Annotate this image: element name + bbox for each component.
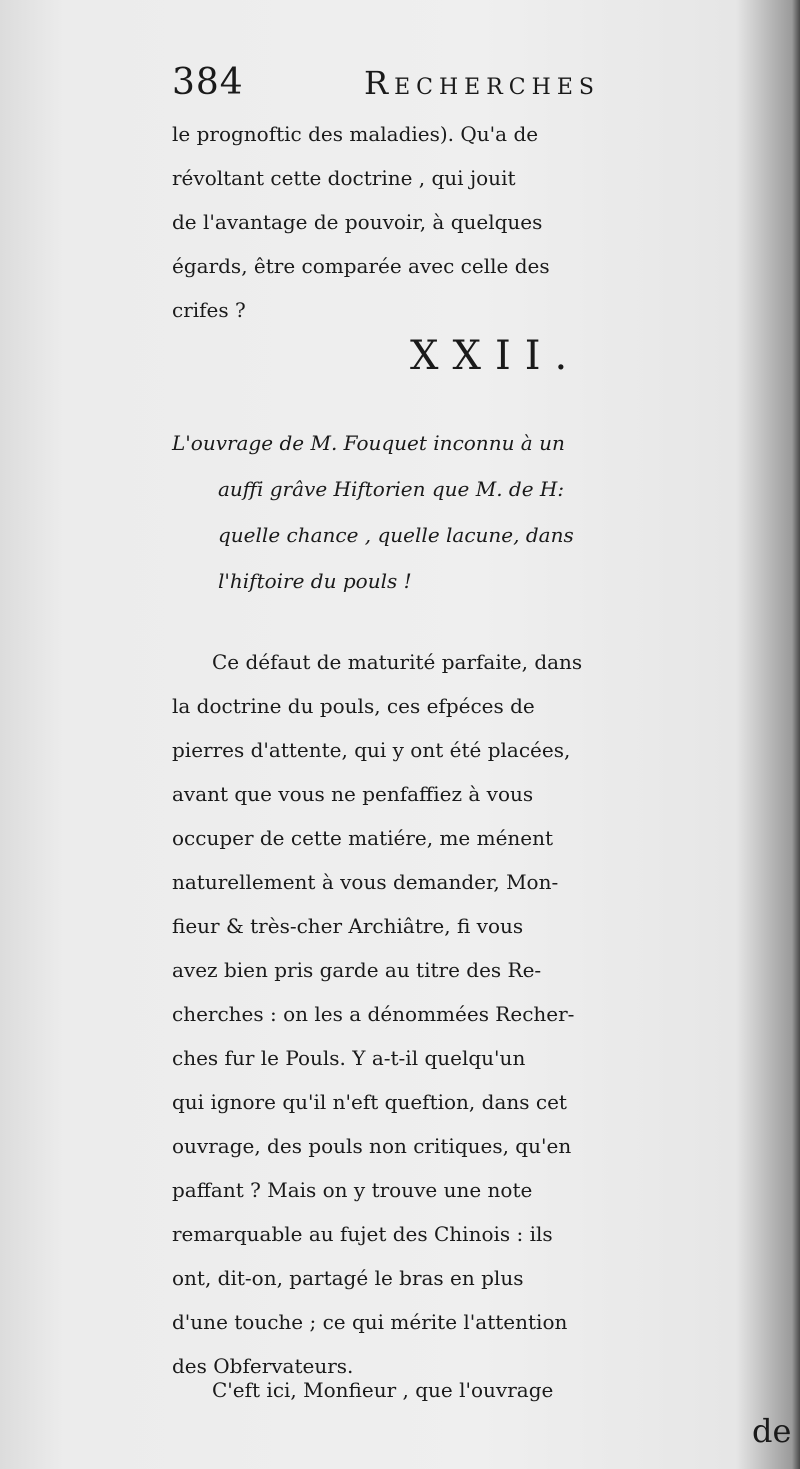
text-line: ches fur le Pouls. Y a-t-il quelqu'un — [172, 1046, 526, 1070]
page-header — [172, 62, 652, 112]
text-line: crifes ? — [172, 298, 246, 322]
summary-line: quelle chance , quelle lacune, dans — [218, 523, 574, 547]
text-line: de l'avantage de pouvoir, à quelques — [172, 210, 543, 234]
text-line: qui ignore qu'il n'eft queftion, dans cet — [172, 1090, 567, 1114]
summary-line: l'hiftoire du pouls ! — [218, 569, 412, 593]
summary-line: L'ouvrage de M. Fouquet inconnu à un — [172, 431, 565, 455]
page-number: 384 — [172, 62, 244, 103]
text-line: révoltant cette doctrine , qui jouit — [172, 166, 516, 190]
summary-line: auffi grâve Hiftorien que M. de H: — [218, 477, 565, 501]
text-line: pierres d'attente, qui y ont été placées, — [172, 738, 571, 762]
text-line: naturellement à vous demander, Mon- — [172, 870, 559, 894]
text-line: occuper de cette matiére, me ménent — [172, 826, 554, 850]
text-line: d'une touche ; ce qui mérite l'attention — [172, 1310, 568, 1334]
text-line: cherches : on les a dénommées Recher- — [172, 1002, 575, 1026]
section-heading: XXII. — [410, 333, 582, 379]
paragraph-3 — [172, 1368, 784, 1412]
text-line: des Obfervateurs. — [172, 1354, 354, 1378]
text-line: ouvrage, des pouls non critiques, qu'en — [172, 1134, 572, 1158]
catchword: de — [752, 1412, 792, 1450]
text-line: paffant ? Mais on y trouve une note — [172, 1178, 533, 1202]
text-line: le prognoftic des maladies). Qu'a de — [172, 122, 539, 146]
text-line: avez bien pris garde au titre des Re- — [172, 958, 542, 982]
text-line: la doctrine du pouls, ces efpéces de — [172, 694, 535, 718]
paragraph-2 — [172, 640, 784, 1388]
text-line: ont, dit-on, partagé le bras en plus — [172, 1266, 524, 1290]
paragraph-1 — [172, 112, 784, 332]
text-line: C'eft ici, Monfieur , que l'ouvrage — [212, 1378, 554, 1402]
text-line: avant que vous ne penfaffiez à vous — [172, 782, 534, 806]
running-head: Recherches — [364, 64, 600, 102]
text-line: remarquable au fujet des Chinois : ils — [172, 1222, 553, 1246]
text-line: Ce défaut de maturité parfaite, dans — [212, 650, 583, 674]
text-line: fieur & très-cher Archiâtre, fi vous — [172, 914, 524, 938]
section-summary — [172, 420, 784, 604]
text-line: égards, être comparée avec celle des — [172, 254, 550, 278]
